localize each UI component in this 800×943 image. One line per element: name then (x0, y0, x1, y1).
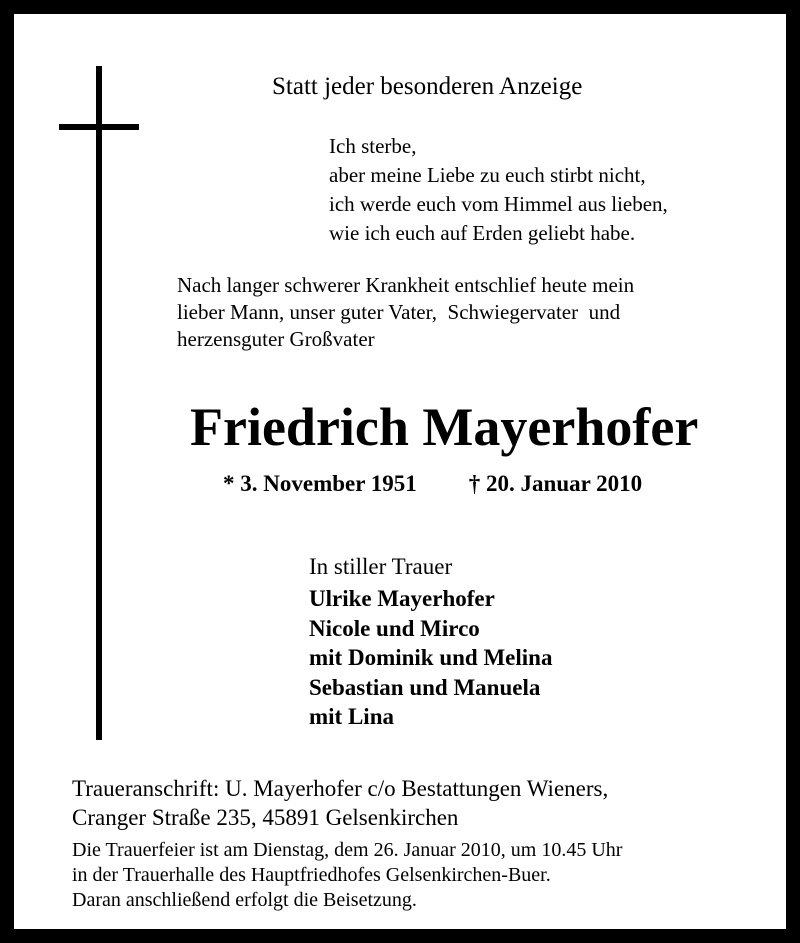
poem-line: Ich sterbe, (329, 134, 417, 158)
poem-line: aber meine Liebe zu euch stirbt nicht, (329, 163, 646, 187)
mourning-label: In stiller Trauer (309, 554, 453, 579)
mourner: mit Lina (309, 704, 394, 729)
address-line: Cranger Straße 235, 45891 Gelsenkirchen (72, 805, 459, 830)
funeral-line: in der Trauerhalle des Hauptfriedhofes Gelsenkirchen-Buer. (72, 864, 551, 886)
mourning-address (72, 774, 608, 832)
funeral-info (72, 838, 622, 913)
poem (329, 132, 668, 248)
intro-line: herzensguter Großvater (177, 327, 375, 351)
birth-date: * 3. November 1951 (223, 471, 417, 496)
notice-heading: Statt jeder besonderen Anzeige (272, 73, 583, 100)
mourner: Nicole und Mirco (309, 615, 480, 641)
mourner: mit Dominik und Melina (309, 645, 553, 670)
funeral-line: Daran anschließend erfolgt die Beisetzung. (72, 889, 417, 911)
cross-icon-bar (59, 124, 139, 130)
death-date: † 20. Januar 2010 (468, 471, 643, 496)
mourners-list (309, 584, 552, 732)
funeral-line: Die Trauerfeier ist am Dienstag, dem 26. Januar 2010, um 10.45 Uhr (72, 839, 623, 861)
intro-line: lieber Mann, unser guter Vater, Schwiegervater und (177, 300, 621, 324)
deceased-name: Friedrich Mayerhofer (190, 397, 699, 457)
intro-line: Nach langer schwerer Krankheit entschlief heute mein (177, 273, 635, 297)
poem-line: wie ich euch auf Erden geliebt habe. (329, 221, 636, 245)
poem-line: ich werde euch vom Himmel aus lieben, (329, 192, 668, 216)
mourner: Sebastian und Manuela (309, 674, 541, 700)
mourner: Ulrike Mayerhofer (309, 586, 495, 611)
cross-icon (96, 66, 102, 740)
intro-text (177, 272, 634, 353)
address-line: Traueranschrift: U. Mayerhofer c/o Bestattungen Wieners, (72, 776, 609, 801)
life-dates (223, 469, 642, 499)
